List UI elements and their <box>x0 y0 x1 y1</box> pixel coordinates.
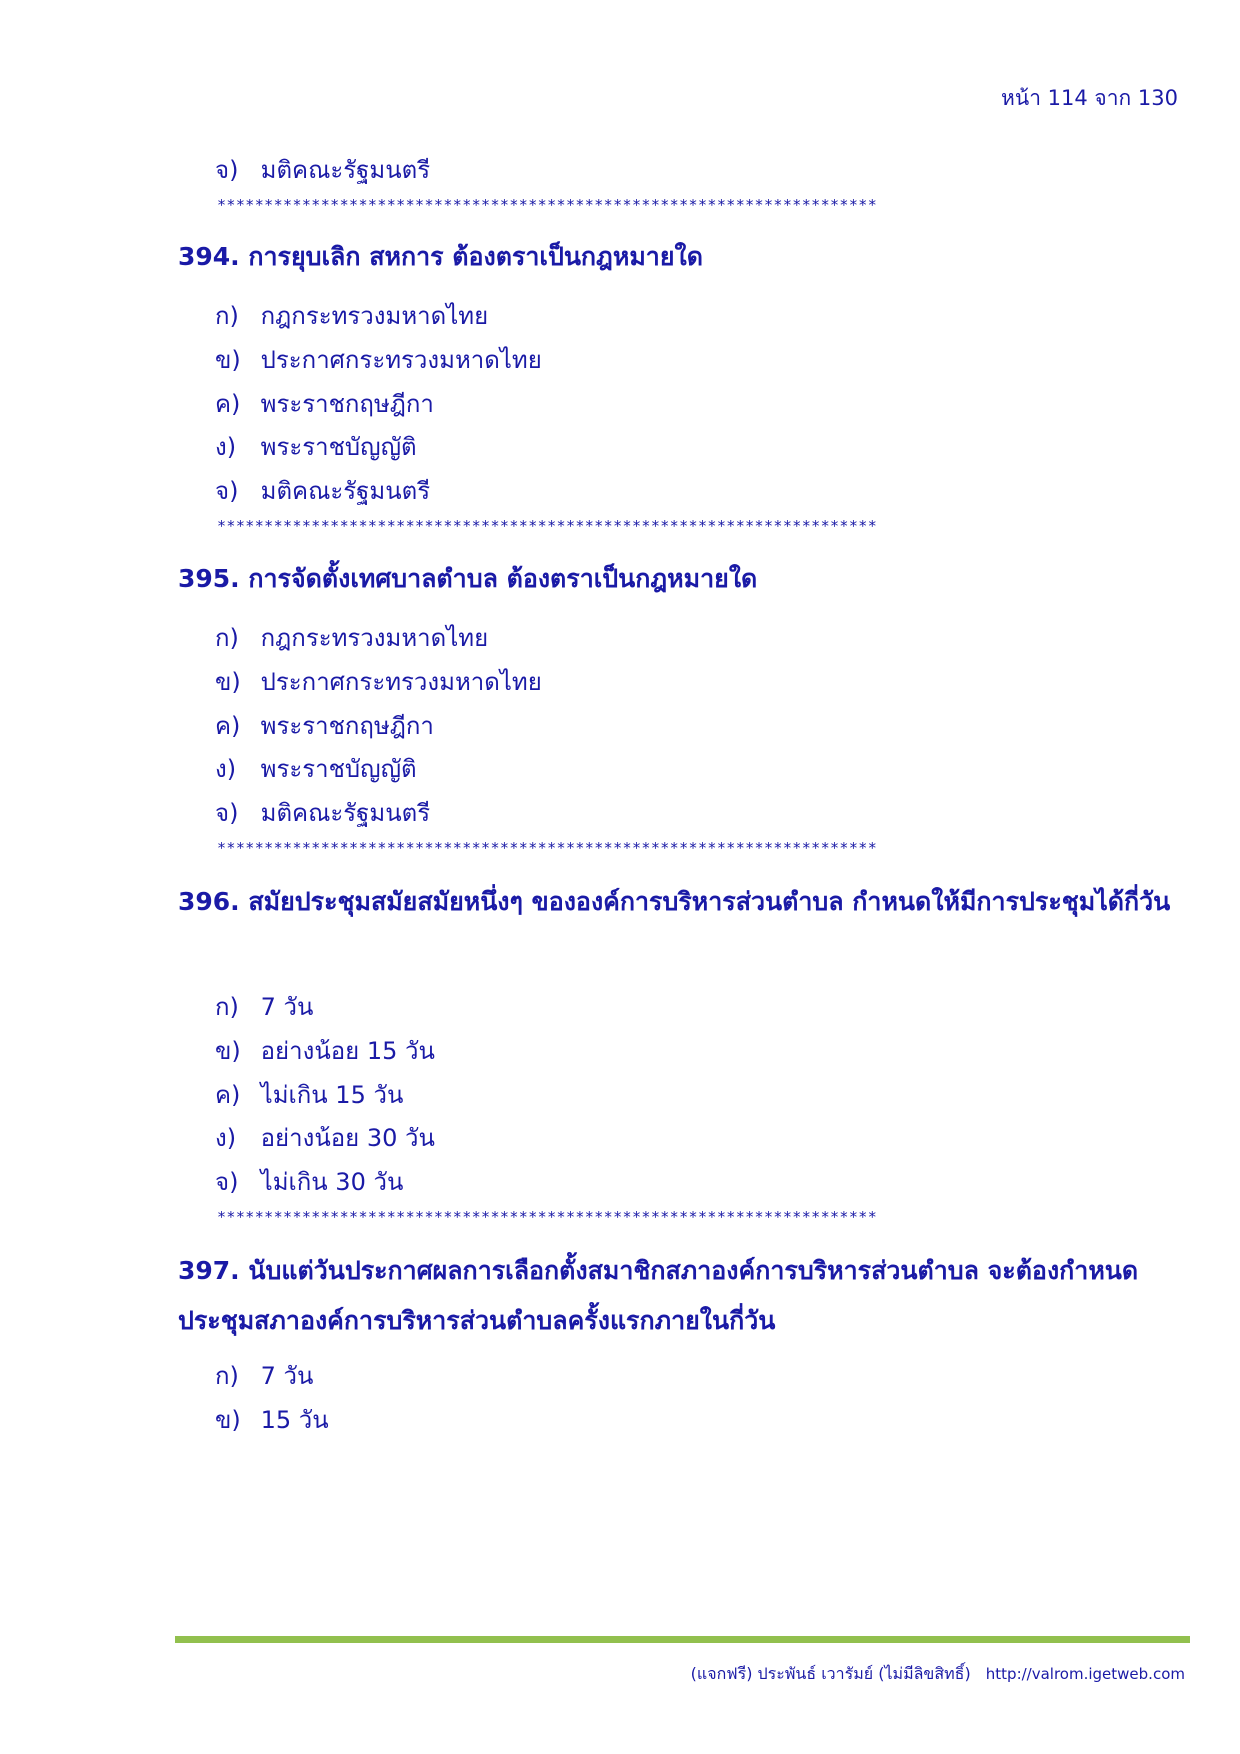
choice-text: มติคณะรัฐมนตรี <box>260 799 431 827</box>
choice-395-e <box>215 793 430 832</box>
choice-text: ประกาศกระทรวงมหาดไทย <box>260 346 542 374</box>
choice-text: ไม่เกิน 15 วัน <box>260 1081 404 1109</box>
choice-letter: ก) <box>215 624 239 652</box>
question-396: 396. สมัยประชุมสมัยสมัยหนึ่งๆ ขององค์การบริหารส่วนตำบล กำหนดให้มีการประชุมได้กี่วัน <box>178 887 1171 916</box>
choice-letter: จ) <box>215 156 239 184</box>
question-394: 394. การยุบเลิก สหการ ต้องตราเป็นกฎหมายใด <box>178 242 703 271</box>
choice-text: มติคณะรัฐมนตรี <box>260 477 431 505</box>
choice-394-d <box>215 427 417 466</box>
choice-letter: จ) <box>215 1168 239 1196</box>
question-395: 395. การจัดตั้งเทศบาลตำบล ต้องตราเป็นกฎหมายใด <box>178 564 758 593</box>
choice-text: พระราชบัญญัติ <box>260 433 417 461</box>
choice-letter: ค) <box>215 390 241 418</box>
choice-text: พระราชบัญญัติ <box>260 755 417 783</box>
choice-text: มติคณะรัฐมนตรี <box>260 156 431 184</box>
choice-395-c <box>215 706 434 745</box>
choice-text: ประกาศกระทรวงมหาดไทย <box>260 668 542 696</box>
question-397: 397. นับแต่วันประกาศผลการเลือกตั้งสมาชิกสภาองค์การบริหารส่วนตำบล จะต้องกำหนดประชุมสภาองค์การบริหารส่วนตำบลครั้งแรกภายในกี่วัน <box>178 1256 1139 1335</box>
footer-divider <box>175 1636 1190 1643</box>
footer-credit: (แจกฟรี) ประพันธ์ เวารัมย์ (ไม่มีลิขสิทธิ์) <box>690 1664 971 1683</box>
separator-stars: ********************************************************************** <box>217 839 878 857</box>
choice-letter: ก) <box>215 302 239 330</box>
choice-text: พระราชกฤษฎีกา <box>260 712 434 740</box>
choice-394-b <box>215 340 542 379</box>
choice-394-a <box>215 296 488 335</box>
choice-396-c <box>215 1075 403 1114</box>
choice-letter: ข) <box>215 1037 241 1065</box>
choice-text: 7 วัน <box>260 1362 314 1390</box>
choice-395-b <box>215 662 542 701</box>
choice-396-a <box>215 987 313 1026</box>
choice-letter: ง) <box>215 433 237 461</box>
choice-letter: ข) <box>215 668 241 696</box>
choice-394-c <box>215 384 434 423</box>
choice-396-b <box>215 1031 435 1070</box>
choice-397-b <box>215 1400 329 1439</box>
separator-stars: ********************************************************************** <box>217 1208 878 1226</box>
choice-394-e <box>215 471 430 510</box>
choice-text: อย่างน้อย 15 วัน <box>260 1037 435 1065</box>
choice-text: กฎกระทรวงมหาดไทย <box>260 302 489 330</box>
choice-text: อย่างน้อย 30 วัน <box>260 1124 435 1152</box>
choice-letter: ก) <box>215 993 239 1021</box>
choice-396-e <box>215 1162 403 1201</box>
choice-text: กฎกระทรวงมหาดไทย <box>260 624 489 652</box>
choice-letter: จ) <box>215 477 239 505</box>
page-number: หน้า 114 จาก 130 <box>1001 86 1178 110</box>
choice-text: 7 วัน <box>260 993 314 1021</box>
choice-396-d <box>215 1118 435 1157</box>
choice-letter: ข) <box>215 346 241 374</box>
footer-url[interactable]: http://valrom.igetweb.com <box>985 1665 1185 1683</box>
separator-stars: ********************************************************************** <box>217 517 878 535</box>
choice-text: พระราชกฤษฎีกา <box>260 390 434 418</box>
separator-stars: ********************************************************************** <box>217 196 878 214</box>
choice-letter: ง) <box>215 1124 237 1152</box>
choice-text: 15 วัน <box>260 1406 329 1434</box>
choice-text: ไม่เกิน 30 วัน <box>260 1168 404 1196</box>
choice-letter: จ) <box>215 799 239 827</box>
choice-letter: ค) <box>215 1081 241 1109</box>
choice-letter: ค) <box>215 712 241 740</box>
footer <box>691 1662 1185 1687</box>
choice-393-e <box>215 150 430 189</box>
choice-397-a <box>215 1356 313 1395</box>
choice-395-a <box>215 618 488 657</box>
choice-395-d <box>215 749 417 788</box>
choice-letter: ก) <box>215 1362 239 1390</box>
choice-letter: ข) <box>215 1406 241 1434</box>
choice-letter: ง) <box>215 755 237 783</box>
